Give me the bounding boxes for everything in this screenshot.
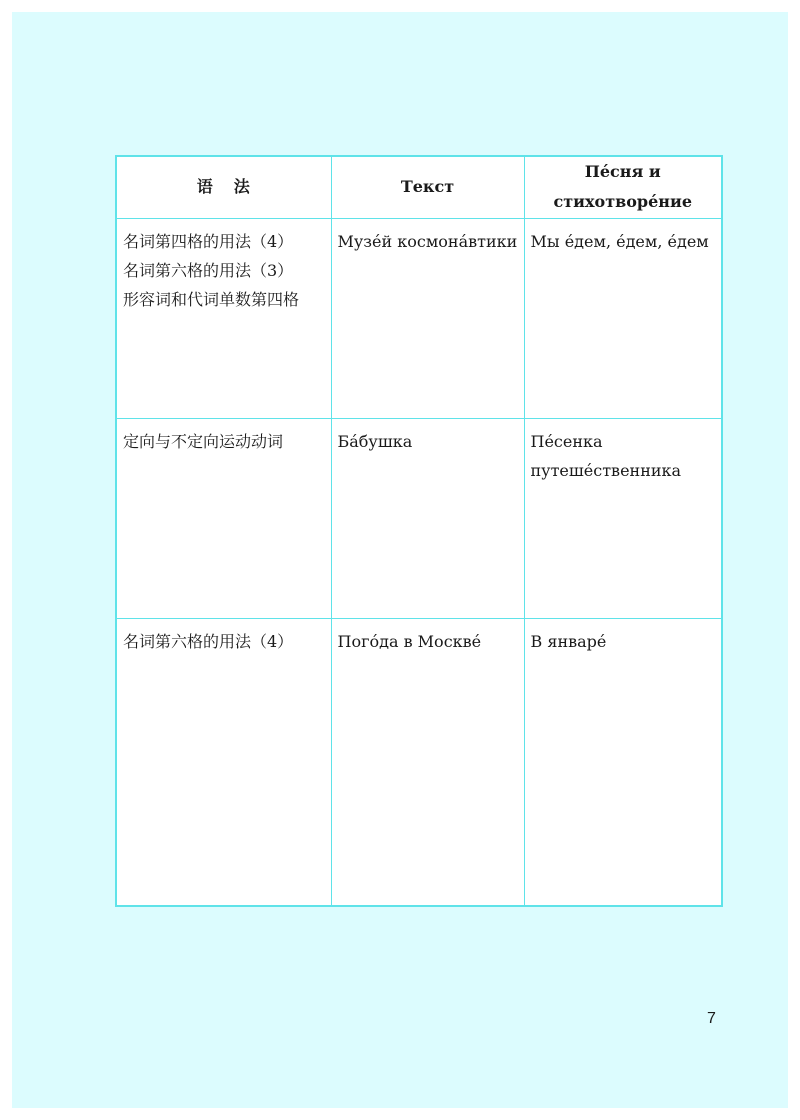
song-cell (524, 218, 722, 418)
grammar-item: 形容词和代词单数第四格 (123, 289, 300, 309)
header-text: Текст (331, 156, 524, 218)
song-title: Пе́сенка (530, 431, 603, 451)
grammar-item: 名词第六格的用法（4） (123, 631, 294, 651)
song-cell (524, 418, 722, 618)
page (12, 12, 788, 1108)
table-row (116, 218, 722, 418)
grammar-item: 名词第四格的用法（4） (123, 231, 294, 251)
header-grammar-char-2: 法 (233, 177, 251, 197)
grammar-item: 名词第六格的用法（3） (123, 260, 294, 280)
page-number: 7 (707, 1010, 716, 1027)
song-title: путеше́ственника (530, 460, 682, 480)
song-title: В январе́ (530, 631, 607, 651)
text-title: Пого́да в Москве́ (337, 631, 482, 651)
text-cell (331, 218, 524, 418)
text-cell (331, 618, 524, 906)
header-song-line-2: стихотворе́ние (553, 192, 693, 212)
header-song (524, 156, 722, 218)
header-grammar-char-1: 语 (196, 177, 214, 197)
header-grammar (116, 156, 331, 218)
grammar-cell (116, 218, 331, 418)
text-title: Ба́бушка (337, 431, 413, 451)
text-title: Музе́й космона́втики (337, 231, 518, 251)
grammar-cell (116, 418, 331, 618)
text-cell (331, 418, 524, 618)
header-song-line-1: Пе́сня и (584, 162, 661, 182)
grammar-item: 定向与不定向运动动词 (123, 431, 284, 451)
contents-table (115, 155, 723, 907)
grammar-cell (116, 618, 331, 906)
table-row (116, 618, 722, 906)
song-cell (524, 618, 722, 906)
song-title: Мы е́дем, е́дем, е́дем (530, 231, 709, 251)
table-header-row (116, 156, 722, 218)
table-row (116, 418, 722, 618)
